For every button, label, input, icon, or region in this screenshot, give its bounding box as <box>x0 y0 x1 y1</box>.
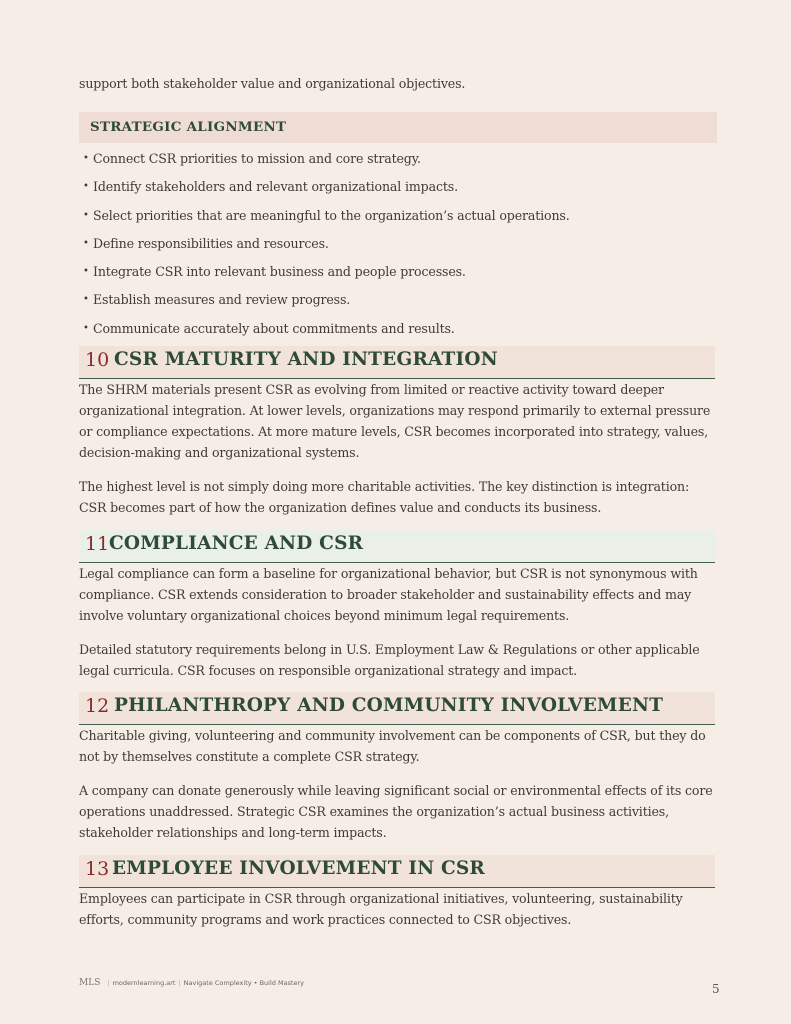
list-item-text: Communicate accurately about commitments and results. <box>93 320 455 336</box>
section-10-paragraph-1: The SHRM materials present CSR as evolving from limited or reactive activity toward deeper organizational integration. At lower levels, organizations may respond primarily to external pressure or compliance expectations. At more mature levels, CSR becomes incorporated into strategy, values, decision-making and organizational systems. <box>79 382 711 460</box>
section-13-paragraph-1: Employees can participate in CSR through organizational initiatives, volunteering, sustainability efforts, community programs and work practices connected to CSR objectives. <box>79 891 683 927</box>
section-number: 10 <box>85 349 110 371</box>
section-number: 11 <box>85 533 110 555</box>
bullet-icon: • <box>83 322 89 334</box>
page-number: 5 <box>712 982 720 996</box>
section-12-heading <box>79 692 715 725</box>
section-11-heading <box>79 530 715 563</box>
bullet-icon: • <box>83 153 89 164</box>
list-item <box>79 233 570 261</box>
list-item <box>79 148 570 176</box>
brand-tagline: Navigate Complexity • Build Mastery <box>183 979 304 987</box>
intro-line: support both stakeholder value and organizational objectives. <box>79 76 466 91</box>
section-title: PHILANTHROPY AND COMMUNITY INVOLVEMENT <box>114 695 664 716</box>
strategic-alignment-list <box>79 148 570 346</box>
list-item <box>79 261 570 289</box>
bullet-icon: • <box>83 266 89 278</box>
section-number: 13 <box>85 858 110 880</box>
divider: | <box>178 979 181 987</box>
list-item-text: Establish measures and review progress. <box>93 292 351 308</box>
section-number: 12 <box>85 695 110 717</box>
list-item-text: Connect CSR priorities to mission and core strategy. <box>93 151 421 166</box>
section-10-paragraph-2: The highest level is not simply doing more charitable activities. The key distinction is integration: CSR becomes part of how the organization defines value and conducts its business. <box>79 479 690 515</box>
list-item-text: Select priorities that are meaningful to the organization’s actual operations. <box>93 207 570 223</box>
list-item <box>79 205 570 233</box>
list-item-text: Define responsibilities and resources. <box>93 235 329 251</box>
section-12-paragraph-1: Charitable giving, volunteering and community involvement can be components of CSR, but they do not by themselves constitute a complete CSR strategy. <box>79 728 706 764</box>
divider: | <box>107 979 110 987</box>
list-item <box>79 289 570 317</box>
section-10-heading <box>79 346 715 379</box>
list-item-text: Identify stakeholders and relevant organizational impacts. <box>93 179 458 195</box>
section-11-paragraph-1: Legal compliance can form a baseline for organizational behavior, but CSR is not synonymous with compliance. CSR extends consideration to broader stakeholder and sustainability effects and may involve voluntary organizational choices beyond minimum legal requirements. <box>79 566 698 623</box>
section-title: COMPLIANCE AND CSR <box>109 533 364 554</box>
strategic-alignment-heading: STRATEGIC ALIGNMENT <box>90 119 287 135</box>
list-item-text: Integrate CSR into relevant business and people processes. <box>93 264 466 280</box>
bullet-icon: • <box>83 294 89 306</box>
list-item <box>79 176 570 204</box>
section-title: CSR MATURITY AND INTEGRATION <box>114 349 498 370</box>
footer-brand <box>79 978 304 988</box>
section-11-paragraph-2: Detailed statutory requirements belong in U.S. Employment Law & Regulations or other applicable legal curricula. CSR focuses on responsible organizational strategy and impact. <box>79 642 700 678</box>
section-12-paragraph-2: A company can donate generously while leaving significant social or environmental effects of its core operations unaddressed. Strategic CSR examines the organization’s actual business activities, stakeholder relationships and long-term impacts. <box>79 783 713 840</box>
brand-logo: MLS <box>79 978 101 988</box>
bullet-icon: • <box>83 209 89 221</box>
section-13-heading <box>79 855 715 888</box>
bullet-icon: • <box>83 181 89 193</box>
section-title: EMPLOYEE INVOLVEMENT IN CSR <box>112 858 485 879</box>
list-item <box>79 318 570 346</box>
bullet-icon: • <box>83 237 89 249</box>
brand-site: modernlearning.art <box>112 979 176 987</box>
strategic-alignment-heading-bar <box>79 112 717 143</box>
